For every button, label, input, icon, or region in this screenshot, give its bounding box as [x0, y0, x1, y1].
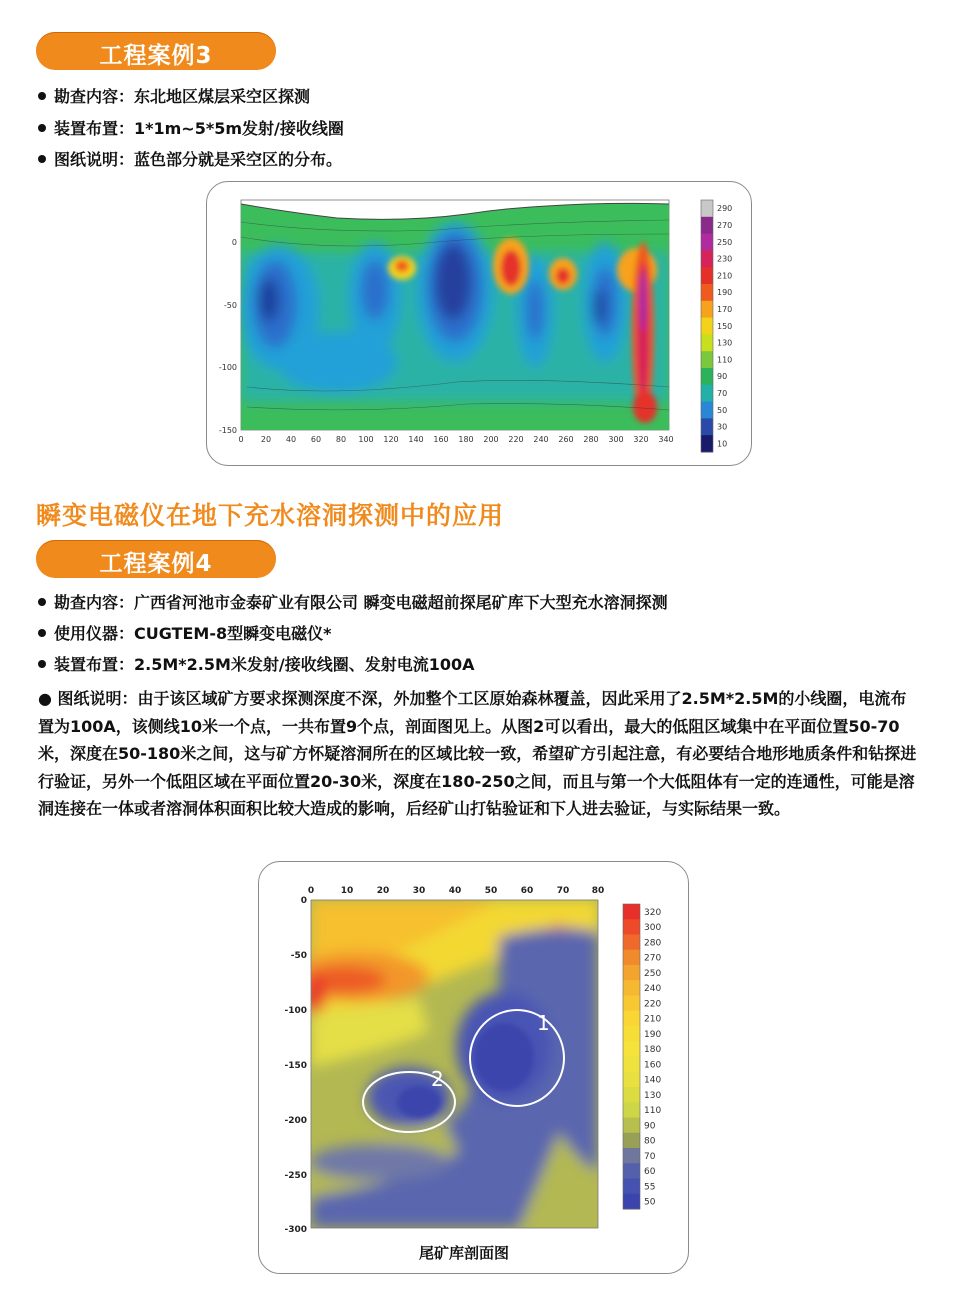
bullet-dot-icon	[38, 629, 46, 637]
legend-label: 250	[717, 237, 733, 247]
legend-label: 240	[644, 984, 662, 995]
legend-swatch	[623, 1057, 640, 1073]
chart1-x-tick: 40	[285, 435, 297, 444]
legend-swatch	[623, 1041, 640, 1057]
legend-swatch	[701, 368, 713, 385]
section-title: 瞬变电磁仪在地下充水溶洞探测中的应用	[36, 501, 505, 530]
legend-swatch	[701, 351, 713, 368]
legend-label: 190	[644, 1029, 662, 1040]
legend-label: 90	[644, 1121, 656, 1132]
legend-label: 180	[644, 1045, 662, 1056]
legend-swatch	[623, 1148, 640, 1164]
legend-swatch	[701, 284, 713, 301]
legend-label: 10	[717, 439, 728, 449]
legend-label: 320	[644, 907, 662, 918]
chart2-legend	[623, 904, 661, 1210]
legend-label: 160	[644, 1060, 662, 1071]
chart2-frame	[258, 861, 689, 1274]
legend-label: 210	[717, 271, 733, 281]
legend-label: 60	[644, 1167, 656, 1178]
chart2-x-tick: 40	[448, 886, 462, 896]
legend-label: 110	[644, 1106, 662, 1117]
legend-swatch	[701, 200, 713, 217]
legend-label: 50	[644, 1197, 656, 1208]
case3-bullet-1: 勘查内容：东北地区煤层采空区探测	[38, 86, 310, 108]
case3-title-badge	[36, 32, 276, 70]
chart2-y-tick: -150	[284, 1061, 307, 1071]
legend-label: 290	[717, 204, 733, 214]
chart1-y-axis	[219, 238, 237, 435]
legend-label: 210	[644, 1014, 662, 1025]
legend-swatch	[623, 980, 640, 996]
case3-bullet-3: 图纸说明：蓝色部分就是采空区的分布。	[38, 149, 342, 171]
chart1-x-tick: 240	[533, 435, 549, 444]
chart1-x-tick: 20	[260, 435, 272, 444]
legend-swatch	[701, 318, 713, 335]
legend-label: 80	[644, 1136, 656, 1147]
case3-bullet-2: 装置布置：1*1m~5*5m发射/接收线圈	[38, 118, 344, 140]
chart1-x-tick: 60	[310, 435, 322, 444]
chart2-x-tick: 10	[340, 886, 354, 896]
legend-swatch	[701, 418, 713, 435]
chart1-x-tick: 0	[238, 435, 244, 444]
chart1-x-tick: 140	[408, 435, 424, 444]
legend-swatch	[701, 334, 713, 351]
legend-swatch	[701, 250, 713, 267]
chart1-x-tick: 260	[558, 435, 574, 444]
bullet-dot-icon	[38, 155, 46, 163]
chart2-y-tick: -100	[284, 1006, 307, 1016]
bullet-dot-icon	[38, 124, 46, 132]
chart1-y-tick: -150	[218, 426, 237, 435]
chart2-x-tick: 0	[307, 886, 315, 896]
chart1-x-tick: 120	[383, 435, 399, 444]
chart1-frame	[206, 181, 752, 466]
legend-swatch	[701, 435, 713, 452]
chart1-y-tick: 0	[231, 238, 237, 247]
chart1-x-tick: 200	[483, 435, 499, 444]
legend-swatch	[623, 1102, 640, 1118]
legend-swatch	[623, 1118, 640, 1134]
chart1-coal-goaf-section	[207, 182, 751, 465]
case4-bullet-1: 勘查内容：广西省河池市金泰矿业有限公司 瞬变电磁超前探尾矿库下大型充水溶洞探测	[38, 592, 668, 614]
legend-swatch	[623, 1011, 640, 1027]
legend-label: 300	[644, 923, 662, 934]
chart2-caption: 尾矿库剖面图	[418, 1244, 510, 1262]
legend-label: 270	[644, 953, 662, 964]
legend-swatch	[701, 234, 713, 251]
legend-label: 50	[717, 405, 728, 415]
chart2-x-tick: 30	[412, 886, 426, 896]
legend-swatch	[701, 267, 713, 284]
chart1-x-tick: 280	[583, 435, 599, 444]
chart2-x-tick: 50	[484, 886, 498, 896]
anomaly-2-label: 2	[431, 1067, 444, 1091]
legend-swatch	[701, 402, 713, 419]
case4-title: 工程案例4	[99, 551, 213, 577]
legend-label: 190	[717, 288, 733, 298]
chart2-x-axis	[308, 886, 604, 896]
legend-label: 230	[717, 254, 733, 264]
chart1-x-tick: 220	[508, 435, 524, 444]
case3-title: 工程案例3	[99, 43, 213, 69]
legend-label: 130	[644, 1090, 662, 1101]
chart2-y-tick: -300	[284, 1225, 307, 1235]
legend-label: 110	[717, 355, 733, 365]
case4-bullet-2: 使用仪器：CUGTEM-8型瞬变电磁仪*	[38, 623, 332, 645]
chart2-y-axis	[284, 896, 307, 1235]
legend-label: 250	[644, 968, 662, 979]
chart2-x-tick: 70	[556, 886, 570, 896]
chart1-x-tick: 160	[433, 435, 449, 444]
legend-swatch	[701, 301, 713, 318]
chart2-y-tick: 0	[300, 896, 307, 906]
chart2-y-tick: -50	[290, 951, 307, 961]
chart1-x-tick: 100	[358, 435, 374, 444]
chart2-y-tick: -250	[284, 1171, 307, 1181]
chart1-x-tick: 340	[658, 435, 674, 444]
legend-swatch	[623, 1179, 640, 1195]
legend-label: 270	[717, 221, 733, 230]
legend-swatch	[623, 950, 640, 966]
chart1-x-axis	[238, 435, 673, 444]
legend-swatch	[623, 904, 640, 920]
legend-swatch	[701, 385, 713, 402]
legend-swatch	[623, 996, 640, 1012]
chart2-tailings-section	[259, 862, 688, 1273]
chart2-x-tick: 60	[520, 886, 534, 896]
chart1-x-tick: 320	[633, 435, 649, 444]
legend-swatch	[623, 1133, 640, 1149]
chart1-x-tick: 80	[335, 435, 347, 444]
anomaly-1-label: 1	[537, 1011, 550, 1035]
legend-label: 220	[644, 999, 662, 1010]
chart2-x-tick: 20	[376, 886, 390, 896]
legend-label: 30	[717, 422, 728, 432]
case4-bullet-3: 装置布置：2.5M*2.5M米发射/接收线圈、发射电流100A	[38, 654, 475, 676]
chart1-x-tick: 180	[458, 435, 474, 444]
legend-label: 130	[717, 338, 733, 348]
legend-label: 70	[717, 389, 728, 398]
legend-swatch	[623, 1163, 640, 1179]
chart1-x-tick: 300	[608, 435, 624, 444]
legend-swatch	[623, 1194, 640, 1210]
legend-label: 140	[644, 1075, 662, 1086]
legend-swatch	[701, 217, 713, 234]
legend-swatch	[623, 1087, 640, 1103]
legend-label: 170	[717, 305, 733, 314]
chart1-y-tick: -50	[223, 301, 237, 310]
legend-swatch	[623, 919, 640, 935]
bullet-dot-icon	[38, 598, 46, 606]
bullet-dot-icon	[38, 660, 46, 668]
chart2-x-tick: 80	[591, 886, 605, 896]
case4-title-badge	[36, 540, 276, 578]
legend-label: 70	[644, 1151, 656, 1162]
bullet-dot-icon	[38, 92, 46, 100]
legend-label: 90	[717, 372, 728, 382]
legend-swatch	[623, 965, 640, 981]
legend-label: 280	[644, 938, 662, 949]
chart1-legend	[701, 200, 732, 453]
legend-label: 55	[644, 1182, 656, 1193]
chart2-y-tick: -200	[284, 1116, 307, 1126]
chart1-y-tick: -100	[218, 363, 237, 372]
legend-label: 150	[717, 321, 733, 331]
legend-swatch	[623, 1026, 640, 1042]
case4-description: ● 图纸说明：由于该区域矿方要求探测深度不深，外加整个工区原始森林覆盖，因此采用了2.5M*2.5M的小线圈，电流布置为100A，该侧线10米一个点，一共布置9个点，剖面图见上。从图2可以看出，最大的低阻区域集中在平面位置50-70米，深度在50-180米之间，这与矿方怀疑溶洞所在的区域比较一致，希望矿方引起注意，有必要结合地形地质条件和钻探进行验证，另外一个低阻区域在平面位置20-30米，深度在180-250之间，而且与第一个大低阻体有一定的连通性，可能是溶洞连接在一体或者溶洞体积面积比较大造成的影响，后经矿山打钻验证和下人进去验证，与实际结果一致。	[38, 689, 917, 818]
legend-swatch	[623, 1072, 640, 1088]
legend-swatch	[623, 935, 640, 951]
